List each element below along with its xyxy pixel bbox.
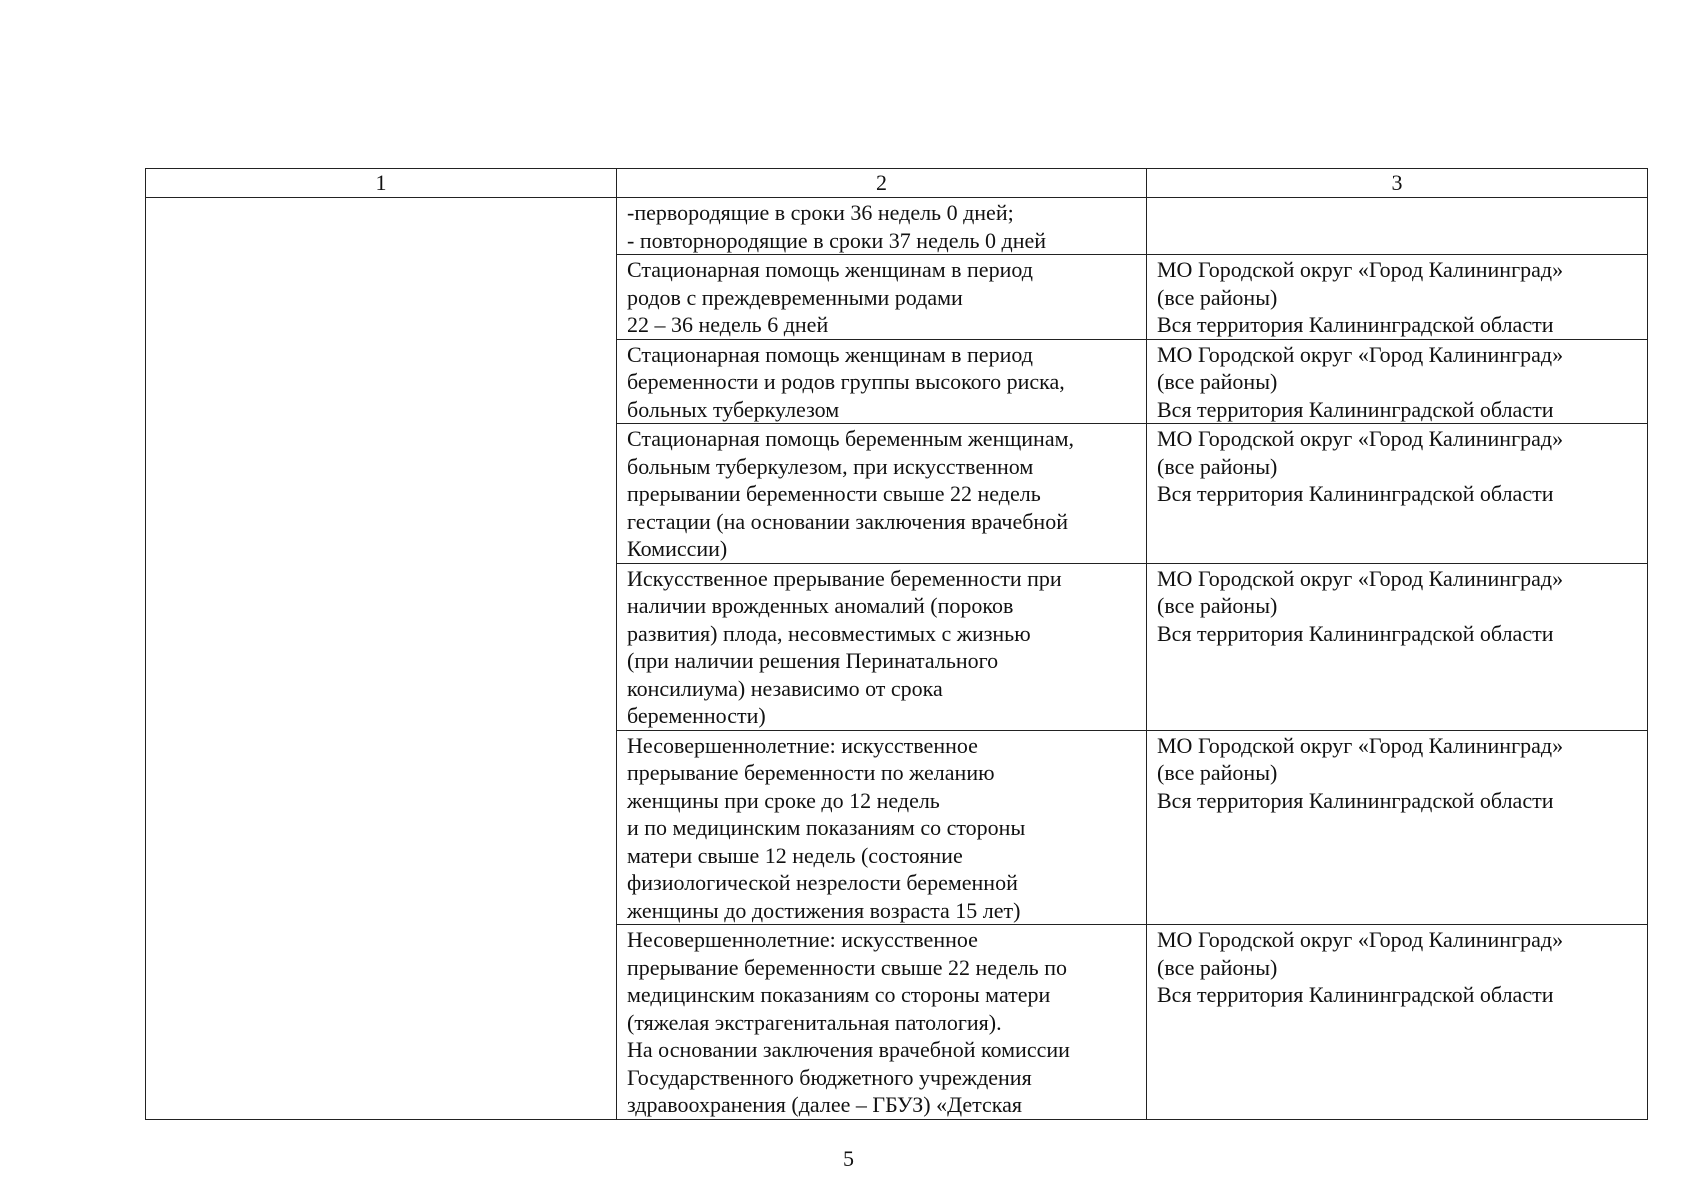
service-cell-line: Искусственное прерывание беременности при — [627, 565, 1062, 591]
territory-cell — [1147, 563, 1648, 730]
service-cell — [617, 339, 1147, 424]
service-cell-line: наличии врожденных аномалий (пороков — [627, 593, 1014, 618]
table-row — [146, 198, 1648, 255]
column-number-2: 2 — [617, 169, 1147, 198]
service-cell-line: консилиума) независимо от срока — [627, 675, 943, 701]
service-cell — [617, 198, 1147, 255]
service-cell-line: больных туберкулезом — [627, 396, 840, 422]
service-cell-line: На основании заключения врачебной комиссии — [627, 1037, 1070, 1062]
territory-cell-line: Вся территория Калининградской области — [1157, 787, 1554, 813]
territory-cell-line: Вся территория Калининградской области — [1157, 312, 1554, 337]
service-cell-line: и по медицинским показаниям со стороны — [627, 815, 1026, 840]
territory-cell-line: МО Городской округ «Город Калининград» — [1157, 565, 1564, 591]
territory-cell-line: МО Городской округ «Город Калининград» — [1157, 257, 1564, 282]
service-cell-line: развития) плода, несовместимых с жизнью — [627, 620, 1031, 646]
territory-cell — [1147, 198, 1648, 255]
service-cell-line: -первородящие в сроки 36 недель 0 дней; — [627, 200, 1014, 225]
service-cell-line: физиологической незрелости беременной — [627, 870, 1018, 895]
column-number-1: 1 — [146, 169, 617, 198]
territory-cell — [1147, 424, 1648, 564]
service-cell-line: беременности и родов группы высокого риска, — [627, 369, 1065, 394]
service-cell-line: прерывании беременности свыше 22 недель — [627, 481, 1041, 506]
service-cell-line: Стационарная помощь беременным женщинам, — [627, 426, 1075, 451]
service-cell — [617, 424, 1147, 564]
service-cell-line: женщины до достижения возраста 15 лет) — [627, 897, 1021, 923]
service-cell — [617, 925, 1147, 1120]
service-cell-line: прерывание беременности свыше 22 недель по — [627, 954, 1067, 980]
territory-cell-line: Вся территория Калининградской области — [1157, 982, 1554, 1007]
service-cell-line: гестации (на основании заключения врачебной — [627, 508, 1068, 534]
territory-cell — [1147, 255, 1648, 340]
service-cell-line: - повторнородящие в сроки 37 недель 0 дней — [627, 227, 1047, 253]
page-number: 5 — [843, 1146, 854, 1171]
territory-cell-line: (все районы) — [1157, 453, 1278, 479]
column-number-3: 3 — [1147, 169, 1648, 198]
service-cell-line: (тяжелая экстрагенитальная патология). — [627, 1009, 1002, 1035]
service-cell-line: Несовершеннолетние: искусственное — [627, 927, 978, 952]
service-cell-line: родов с преждевременными родами — [627, 284, 963, 310]
territory-cell-line: (все районы) — [1157, 593, 1278, 618]
service-cell — [617, 730, 1147, 925]
service-cell-line: матери свыше 12 недель (состояние — [627, 842, 963, 868]
territory-cell-line: Вся территория Калининградской области — [1157, 396, 1554, 422]
territory-cell-line: (все районы) — [1157, 284, 1278, 310]
territory-cell-line: (все районы) — [1157, 760, 1278, 785]
column-number-row — [146, 169, 1648, 198]
service-cell-line: здравоохранения (далее – ГБУЗ) «Детская — [627, 1092, 1023, 1117]
service-cell-line: Комиссии) — [627, 536, 728, 561]
territory-cell — [1147, 339, 1648, 424]
service-cell-line: медицинским показаниям со стороны матери — [627, 982, 1051, 1007]
territory-cell-line: МО Городской округ «Город Калининград» — [1157, 927, 1564, 952]
services-table-body — [146, 169, 1648, 1120]
service-cell — [617, 255, 1147, 340]
service-cell-line: прерывание беременности по желанию — [627, 760, 995, 785]
service-cell-line: Стационарная помощь женщинам в период — [627, 257, 1033, 282]
territory-cell-line: (все районы) — [1157, 369, 1278, 394]
territory-cell — [1147, 925, 1648, 1120]
service-cell-line: женщины при сроке до 12 недель — [627, 787, 940, 813]
territory-cell-line: МО Городской округ «Город Калининград» — [1157, 341, 1564, 367]
service-cell-line: (при наличии решения Перинатального — [627, 648, 999, 673]
territory-cell-line: Вся территория Калининградской области — [1157, 620, 1554, 646]
territory-cell-line: МО Городской округ «Город Калининград» — [1157, 732, 1564, 758]
territory-cell-line: (все районы) — [1157, 954, 1278, 980]
service-cell-line: Стационарная помощь женщинам в период — [627, 341, 1033, 367]
territory-cell-line: МО Городской округ «Город Калининград» — [1157, 426, 1564, 451]
service-cell — [617, 563, 1147, 730]
service-cell-line: Несовершеннолетние: искусственное — [627, 732, 978, 758]
service-cell-line: беременности) — [627, 703, 766, 728]
service-cell-line: 22 – 36 недель 6 дней — [627, 312, 829, 337]
territory-cell — [1147, 730, 1648, 925]
profile-cell — [146, 198, 617, 1120]
service-cell-line: Государственного бюджетного учреждения — [627, 1064, 1032, 1090]
territory-cell-line: Вся территория Калининградской области — [1157, 481, 1554, 506]
services-table — [145, 168, 1648, 1120]
service-cell-line: больным туберкулезом, при искусственном — [627, 453, 1034, 479]
